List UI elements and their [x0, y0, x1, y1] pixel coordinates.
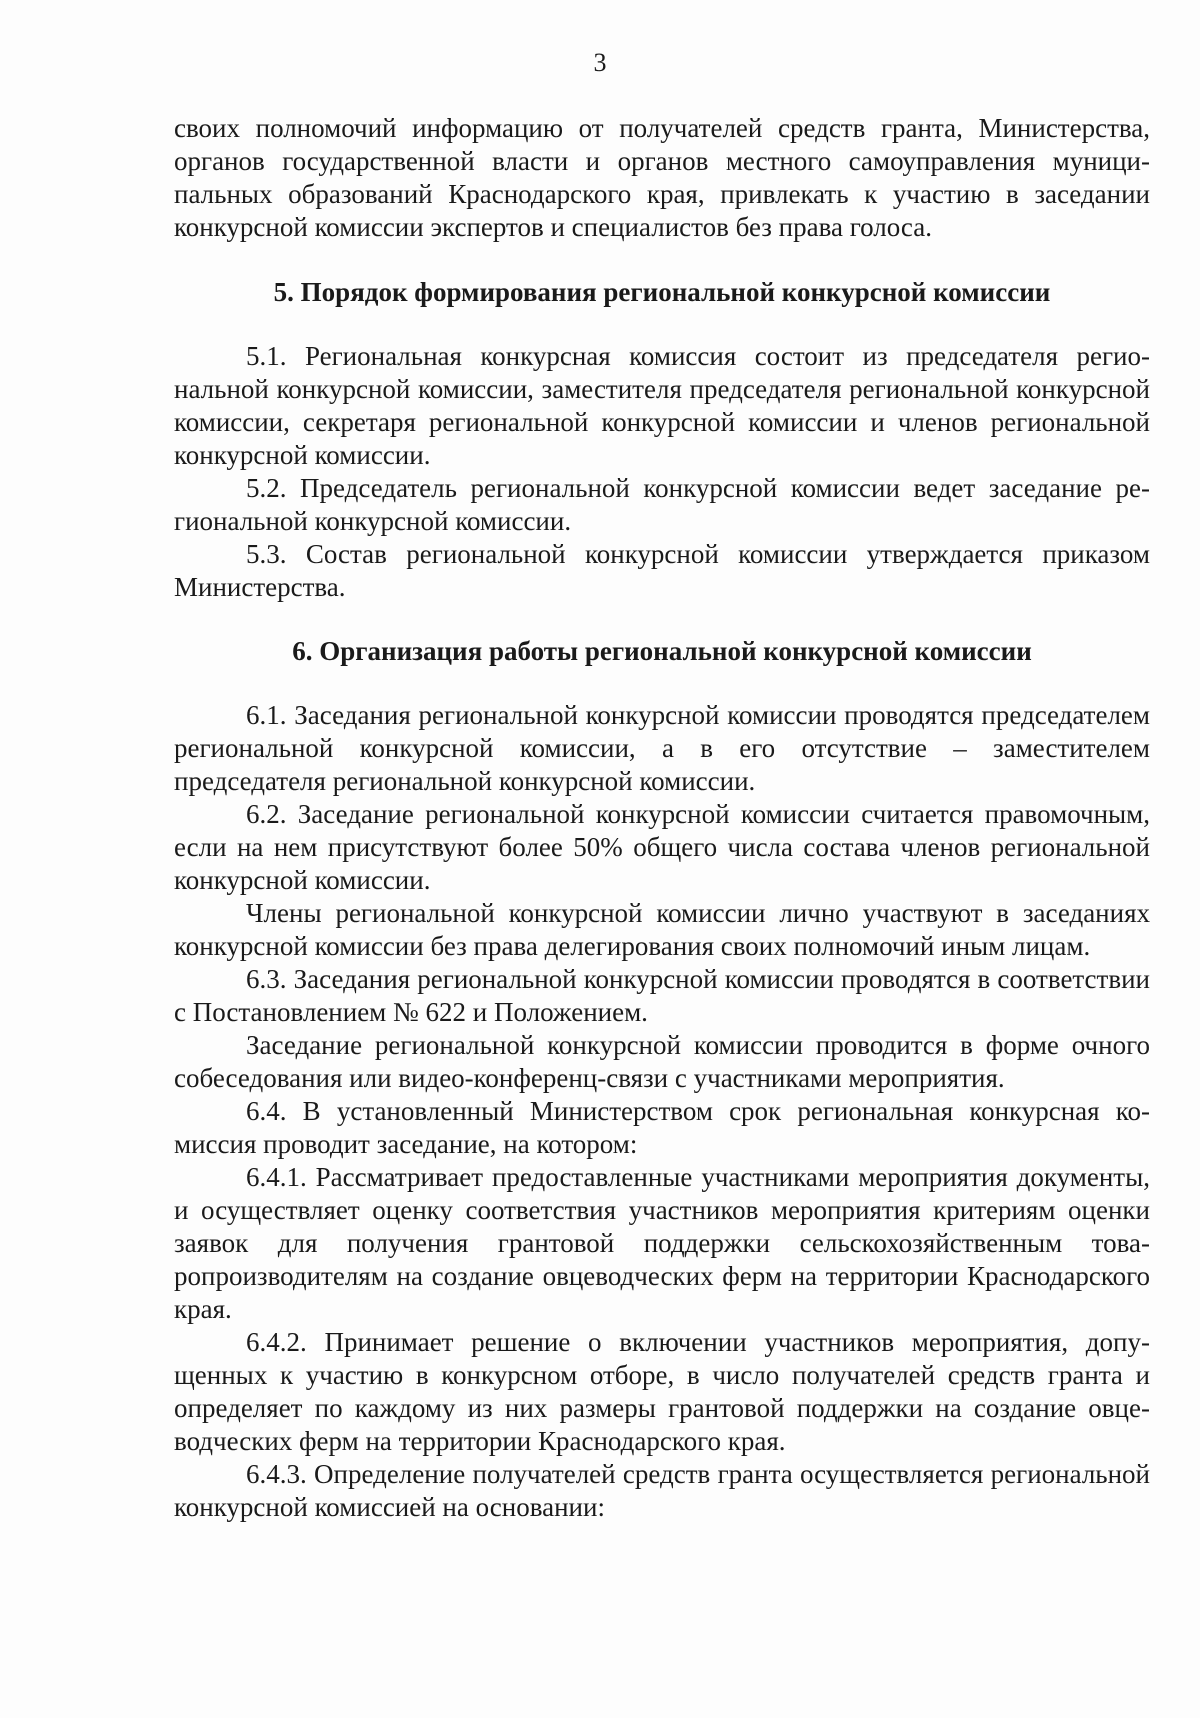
paragraph-6-1: 6.1. Заседания региональной конкурсной комиссии проводятся председателем региональной конкурсной комиссии, а в его отсутствие – заместителем председателя региональной конкурсной комиссии.	[174, 700, 1150, 796]
spacer	[174, 604, 1150, 635]
intro-paragraph: своих полномочий информацию от получателей средств гранта, Министерства, органов государственной власти и органов местного самоуправления муниципальных образований Краснодарского края, привлекать к участию в заседании конкурсной комиссии экспертов и специалистов без права голоса.	[174, 113, 1150, 242]
section-6-heading: 6. Организация работы региональной конкурсной комиссии	[292, 636, 1032, 666]
paragraph-6-2: 6.2. Заседание региональной конкурсной комиссии считается правомочным, если на нем присутствуют более 50% общего числа состава членов региональной конкурсной комиссии.	[174, 799, 1150, 895]
spacer	[174, 309, 1150, 340]
paragraph-6-4-2: 6.4.2. Принимает решение о включении участников мероприятия, допущенных к участию в конкурсном отборе, в число получателей средств гранта и определяет по каждому из них размеры грантовой поддержки на создание овцеводческих ферм на территории Краснодарского края.	[174, 1327, 1150, 1456]
paragraph-6-4-1: 6.4.1. Рассматривает предоставленные участниками мероприятия документы, и осуществляет оценку соответствия участников мероприятия критериям оценки заявок для получения грантовой поддержки сельскохозяйственным товаропроизводителям на создание овцеводческих ферм на территории Краснодарского края.	[174, 1162, 1150, 1324]
paragraph-6-4: 6.4. В установленный Министерством срок региональная конкурсная комиссия проводит заседание, на котором:	[174, 1096, 1150, 1159]
paragraph-5-3: 5.3. Состав региональной конкурсной комиссии утверждается приказом Министерства.	[174, 539, 1150, 602]
page-number: 3	[593, 48, 607, 77]
paragraph-6-4-3: 6.4.3. Определение получателей средств гранта осуществляется региональной конкурсной комиссией на основании:	[174, 1459, 1150, 1522]
paragraph-6-3-form: Заседание региональной конкурсной комиссии проводится в форме очного собеседования или видео-конференц-связи с участниками мероприятия.	[174, 1030, 1150, 1093]
document-body	[174, 112, 1150, 1524]
spacer	[174, 668, 1150, 699]
paragraph-5-2: 5.2. Председатель региональной конкурсной комиссии ведет заседание региональной конкурсной комиссии.	[174, 473, 1150, 536]
paragraph-5-1: 5.1. Региональная конкурсная комиссия состоит из председателя региональной конкурсной комиссии, заместителя председателя региональной конкурсной комиссии, секретаря региональной конкурсной комиссии и членов региональной конкурсной комиссии.	[174, 341, 1150, 470]
section-5-heading: 5. Порядок формирования региональной конкурсной комиссии	[273, 277, 1051, 307]
paragraph-6-2-members: Члены региональной конкурсной комиссии лично участвуют в заседаниях конкурсной комиссии без права делегирования своих полномочий иным лицам.	[174, 898, 1150, 961]
paragraph-6-3: 6.3. Заседания региональной конкурсной комиссии проводятся в соответствии с Постановлением № 622 и Положением.	[174, 964, 1150, 1027]
spacer	[174, 244, 1150, 276]
